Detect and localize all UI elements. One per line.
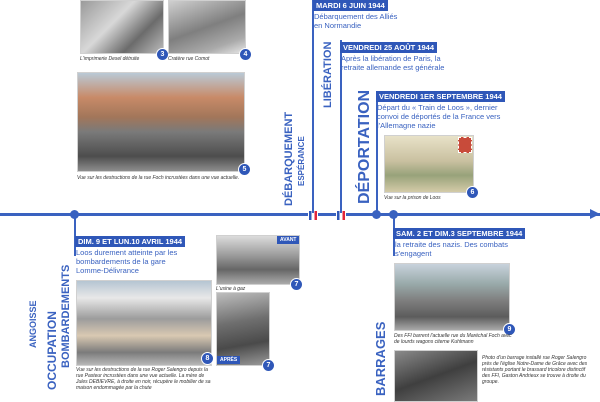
timeline-axis — [0, 213, 600, 216]
event-date: VENDREDI 1ER SEPTEMBRE 1944 — [376, 91, 505, 102]
theme-deportation: DÉPORTATION — [356, 89, 373, 204]
photo-resistants — [394, 350, 478, 402]
event-text: Après la libération de Paris, la retraite allemande est générale — [341, 54, 445, 72]
photo-rue-foch — [77, 72, 245, 172]
theme-occupation: OCCUPATION — [45, 311, 59, 390]
caption-resistants: Photo d'un barrage installé rue Roger Salengro près de l'église Notre-Dame de Grâce avec des résistants portant le brassard tricolore distinctif des FFI, Gaston Andrieux se trouve à droite du groupe. — [482, 355, 588, 385]
event-date: VENDREDI 25 AOÛT 1944 — [340, 42, 437, 53]
caption-ffi-barrage: Des FFI barrent l'actuelle rue du Maréchal Foch avec de lourds wagons citerne Kuhlmann — [394, 333, 512, 345]
event-text: la retraite des nazis. Des combats s'engagent — [395, 240, 508, 258]
theme-bombardements: BOMBARDEMENTS — [60, 264, 72, 368]
photo-rue-salengro — [76, 280, 212, 366]
theme-angoisse: ANGOISSE — [28, 300, 38, 348]
photo-number-badge: 7 — [290, 278, 303, 291]
photo-number-badge: 6 — [466, 186, 479, 199]
event-date: MARDI 6 JUIN 1944 — [313, 0, 388, 11]
theme-esperance: ESPÉRANCE — [297, 136, 306, 186]
caption-rue-foch: Vue sur les destructions de la rue Foch incrustées dans une vue actuelle. — [77, 175, 240, 181]
event-text: Débarquement des Alliés en Normandie — [314, 12, 398, 30]
caption-usine-gaz: L'usine à gaz — [216, 286, 246, 292]
event-date: SAM. 2 ET DIM.3 SEPTEMBRE 1944 — [393, 228, 525, 239]
photo-number-badge: 3 — [156, 48, 169, 61]
caption-cratere: Cratère rue Comot — [168, 56, 210, 62]
caption-imprimerie: L'imprimerie Desel détruite — [80, 56, 140, 62]
photo-number-badge: 9 — [503, 323, 516, 336]
photo-number-badge: 4 — [239, 48, 252, 61]
photo-usine-gaz-apres — [216, 292, 270, 366]
event-text: Départ du « Train de Loos », dernier convoi de déportés de la France vers l'Allemagne nazie — [377, 103, 501, 130]
theme-barrages: BARRAGES — [373, 321, 388, 396]
tag-avant: AVANT — [277, 236, 299, 244]
event-text: Loos durement atteinte par les bombardements de la gare Lomme-Délivrance — [76, 248, 178, 275]
event-date: DIM. 9 ET LUN.10 AVRIL 1944 — [75, 236, 185, 247]
photo-number-badge: 8 — [201, 352, 214, 365]
theme-liberation: LIBÉRATION — [322, 41, 334, 108]
connector-june — [312, 0, 314, 213]
photo-cratere — [168, 0, 246, 54]
photo-imprimerie — [80, 0, 164, 54]
stamp-image — [458, 137, 472, 153]
caption-prison: Vue sur la prison de Loos — [384, 195, 441, 201]
tag-apres: APRÈS — [217, 356, 240, 364]
caption-rue-salengro: Vue sur les destructions de la rue Roger Salengro depuis la rue Pasteur incrustées dans une vue actuelle. La mère de Jules DEBIEVRE, à droite en noir, récupère le mobilier de sa maison endommagée par la chute — [76, 367, 211, 391]
photo-ffi-barrage — [394, 263, 510, 331]
photo-number-badge: 7 — [262, 359, 275, 372]
arrow-right-icon — [590, 209, 600, 219]
photo-number-badge: 5 — [238, 163, 251, 176]
theme-debarquement: DÉBARQUEMENT — [283, 111, 295, 206]
